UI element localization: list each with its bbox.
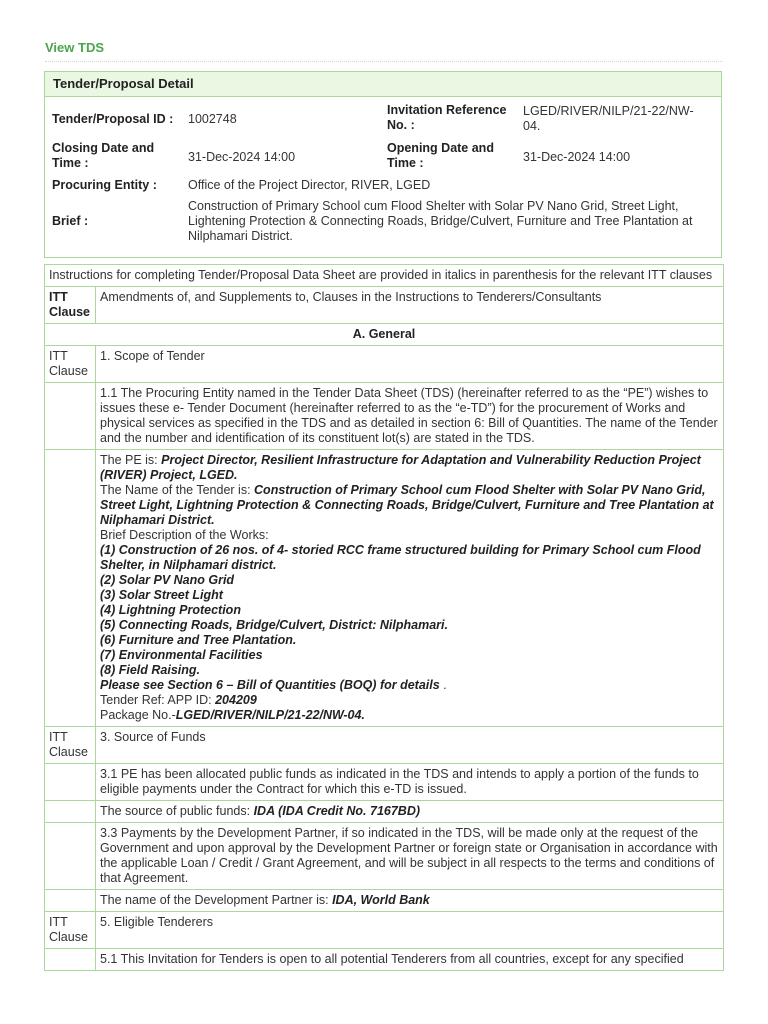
table-row <box>45 287 724 324</box>
empty-cell <box>45 823 96 890</box>
empty-cell <box>45 949 96 971</box>
table-row <box>45 823 724 890</box>
table-row <box>45 801 724 823</box>
tender-ref-line: Tender Ref: APP ID: 204209 <box>100 693 257 707</box>
empty-cell <box>45 890 96 912</box>
tender-details-cell <box>96 450 724 727</box>
tender-id-label: Tender/Proposal ID : <box>52 112 174 126</box>
itt-clause-label: ITT Clause <box>45 727 96 764</box>
empty-cell <box>45 764 96 801</box>
works-item: (6) Furniture and Tree Plantation. <box>100 633 297 647</box>
opening-date-label: Opening Date and Time : <box>387 141 494 170</box>
invitation-ref-value: LGED/RIVER/NILP/21-22/NW- 04. <box>523 104 694 133</box>
table-row <box>45 346 724 383</box>
scope-text: 1.1 The Procuring Entity named in the Tender Data Sheet (TDS) (hereinafter referred to as the “PE”) wishes to issues these e- Tender Document (hereinafter referred to as the “e-TD”) for the procurement of Works and physical services as specified in the TDS and as detailed in section 6: Bill of Quantities. The name of the Tender and the number and identification of its constituent lot(s) are stated in the TDS. <box>96 383 724 450</box>
table-row <box>45 324 724 346</box>
works-item: (3) Solar Street Light <box>100 588 223 602</box>
tender-detail-header: Tender/Proposal Detail <box>45 72 721 97</box>
invitation-ref-label: Invitation Reference No. : <box>387 103 507 132</box>
table-row <box>45 949 724 971</box>
empty-cell <box>45 383 96 450</box>
works-item: (1) Construction of 26 nos. of 4- storied RCC frame structured building for Primary School cum Flood Shelter, in Nilphamari district. <box>100 543 701 572</box>
package-line: Package No.-LGED/RIVER/NILP/21-22/NW-04. <box>100 708 365 722</box>
table-row <box>45 912 724 949</box>
works-item: (5) Connecting Roads, Bridge/Culvert, District: Nilphamari. <box>100 618 448 632</box>
eligible-title: 5. Eligible Tenderers <box>96 912 724 949</box>
tender-id-value: 1002748 <box>188 112 237 126</box>
divider <box>45 61 723 62</box>
funds-title: 3. Source of Funds <box>96 727 724 764</box>
funds-source-line: The source of public funds: IDA (IDA Credit No. 7167BD) <box>96 801 724 823</box>
brief-value: Construction of Primary School cum Flood Shelter with Solar PV Nano Grid, Street Light, Lightening Protection & Connecting Roads, Bridge/Culvert, Furniture and Tree Plantation at Nilphamari District. <box>188 199 693 243</box>
itt-clause-label: ITT Clause <box>45 912 96 949</box>
procuring-entity-line: The PE is: Project Director, Resilient Infrastructure for Adaptation and Vulnerability Reduction Project (RIVER) Project, LGED. <box>100 453 701 482</box>
itt-clause-label: ITT Clause <box>45 287 96 324</box>
table-row <box>45 450 724 727</box>
funds-text: 3.1 PE has been allocated public funds as indicated in the TDS and intends to apply a portion of the funds to eligible payments under the Contract for which this e-TD is issued. <box>96 764 724 801</box>
scope-title: 1. Scope of Tender <box>96 346 724 383</box>
brief-label: Brief : <box>52 214 89 228</box>
works-item: (4) Lightning Protection <box>100 603 241 617</box>
works-item: (7) Environmental Facilities <box>100 648 263 662</box>
tender-detail-body <box>45 97 721 257</box>
procuring-entity-label: Procuring Entity : <box>52 178 157 192</box>
eligible-text: 5.1 This Invitation for Tenders is open to all potential Tenderers from all countries, except for any specified <box>96 949 724 971</box>
payments-text: 3.3 Payments by the Development Partner, if so indicated in the TDS, will be made only at the request of the Government and upon approval by the Development Partner or foreign state or Organisation in accordance with the applicable Loan / Credit / Grant Agreement, and will be subject in all respects to the terms and conditions of that Agreement. <box>96 823 724 890</box>
tender-detail-panel <box>44 71 722 258</box>
opening-date-value: 31-Dec-2024 14:00 <box>523 150 631 164</box>
dev-partner-line: The name of the Development Partner is: IDA, World Bank <box>96 890 724 912</box>
empty-cell <box>45 450 96 727</box>
view-tds-link[interactable]: View TDS <box>45 40 105 55</box>
itt-table <box>44 264 724 971</box>
itt-intro: Instructions for completing Tender/Proposal Data Sheet are provided in italics in parenthesis for the relevant ITT clauses <box>45 265 724 287</box>
procuring-entity-value: Office of the Project Director, RIVER, LGED <box>188 178 431 192</box>
empty-cell <box>45 801 96 823</box>
tender-name-line: The Name of the Tender is: Construction of Primary School cum Flood Shelter with Solar PV Nano Grid, Street Light, Lightning Protection & Connecting Roads, Bridge/Culvert, Furniture and Tree Plantation at Nilphamari District. <box>100 483 714 527</box>
brief-description-label: Brief Description of the Works: <box>100 528 269 542</box>
table-row <box>45 265 724 287</box>
works-item: (2) Solar PV Nano Grid <box>100 573 235 587</box>
section-general-heading: A. General <box>45 324 724 346</box>
closing-date-value: 31-Dec-2024 14:00 <box>188 150 296 164</box>
works-item: (8) Field Raising. <box>100 663 201 677</box>
itt-clause-label: ITT Clause <box>45 346 96 383</box>
table-row <box>45 764 724 801</box>
table-row <box>45 890 724 912</box>
table-row <box>45 383 724 450</box>
table-row <box>45 727 724 764</box>
amendments-heading: Amendments of, and Supplements to, Clauses in the Instructions to Tenderers/Consultants <box>96 287 724 324</box>
boq-note: Please see Section 6 – Bill of Quantities (BOQ) for details . <box>100 678 447 692</box>
closing-date-label: Closing Date and Time : <box>52 141 155 170</box>
